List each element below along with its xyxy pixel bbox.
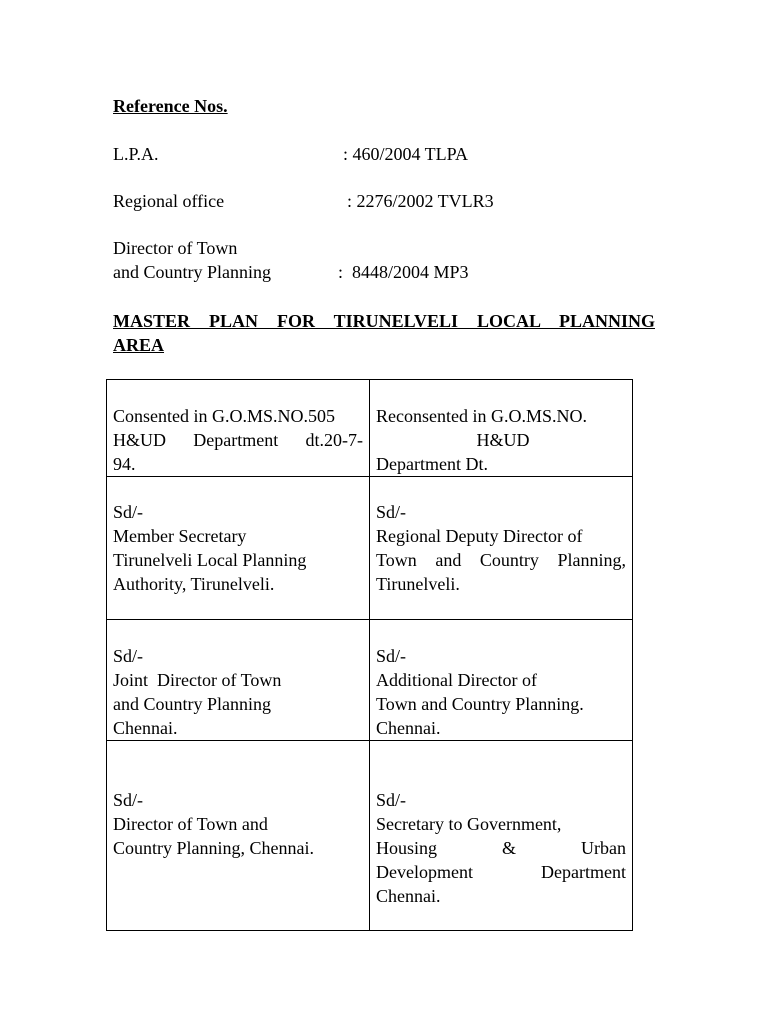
reference-heading: Reference Nos. (113, 96, 228, 116)
table-row (107, 741, 633, 931)
cell-line: Tirunelveli Local Planning (113, 550, 307, 570)
ref-value-dtcp: : 8448/2004 MP3 (338, 262, 469, 282)
cell-line: Housing & Urban (376, 838, 626, 858)
signatory-cell (107, 477, 370, 620)
cell-line: H&UD (476, 430, 530, 450)
cell-line: Sd/- (113, 790, 144, 810)
signatory-cell (107, 620, 370, 741)
cell-line: Director of Town and (113, 814, 268, 834)
reconsent-cell (370, 380, 633, 477)
ref-label-regional-office: Regional office (113, 191, 225, 211)
cell-line: Development Department (376, 862, 626, 882)
cell-line: Additional Director of (376, 670, 537, 690)
cell-line: Sd/- (376, 646, 407, 666)
cell-line: Authority, Tirunelveli. (113, 574, 275, 594)
cell-line: Chennai. (376, 718, 441, 738)
signature-table (106, 379, 633, 931)
plan-title-line1: MASTER PLAN FOR TIRUNELVELI LOCAL PLANNING (113, 311, 655, 331)
ref-value-regional-office: : 2276/2002 TVLR3 (347, 191, 494, 211)
signatory-cell (107, 741, 370, 931)
cell-line: Department Dt. (376, 454, 488, 474)
cell-line: H&UD Department dt.20-7- (113, 430, 363, 450)
cell-line: Reconsented in G.O.MS.NO. (376, 406, 587, 426)
table-row (107, 380, 633, 477)
cell-line: Sd/- (376, 502, 407, 522)
table-row (107, 620, 633, 741)
ref-label-dtcp-line2: and Country Planning (113, 262, 271, 282)
cell-line: and Country Planning (113, 694, 271, 714)
cell-line: Town and Country Planning. (376, 694, 584, 714)
cell-line: Sd/- (376, 790, 407, 810)
cell-line: Sd/- (113, 502, 144, 522)
cell-line: Regional Deputy Director of (376, 526, 583, 546)
plan-title-line2: AREA (113, 335, 165, 355)
cell-line: Secretary to Government, (376, 814, 562, 834)
cell-line: Chennai. (376, 886, 441, 906)
signatory-cell (370, 741, 633, 931)
cell-line: Sd/- (113, 646, 144, 666)
ref-label-lpa: L.P.A. (113, 144, 159, 164)
signatory-cell (370, 477, 633, 620)
cell-line: Chennai. (113, 718, 178, 738)
cell-line: Consented in G.O.MS.NO.505 (113, 406, 336, 426)
cell-line: 94. (113, 454, 136, 474)
signatory-cell (370, 620, 633, 741)
table-row (107, 477, 633, 620)
cell-line: Country Planning, Chennai. (113, 838, 314, 858)
cell-line: Member Secretary (113, 526, 247, 546)
cell-line: Tirunelveli. (376, 574, 460, 594)
ref-value-lpa: : 460/2004 TLPA (343, 144, 469, 164)
consent-cell (107, 380, 370, 477)
cell-line: Town and Country Planning, (376, 550, 626, 570)
ref-label-dtcp-line1: Director of Town (113, 238, 238, 258)
cell-line: Joint Director of Town (113, 670, 282, 690)
